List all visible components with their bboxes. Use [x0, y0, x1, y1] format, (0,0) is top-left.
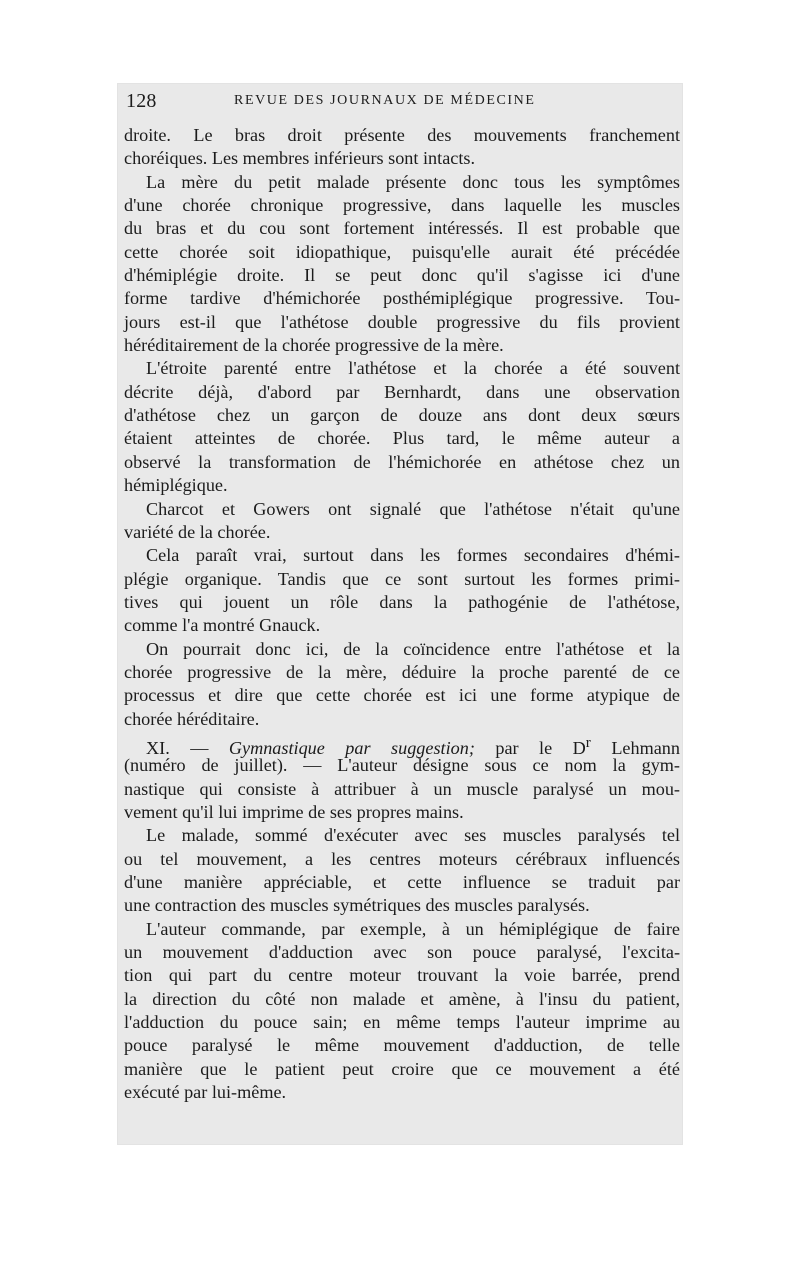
text-line: d'une chorée chronique progressive, dans laquelle les muscles	[124, 195, 680, 216]
text-line: Charcot et Gowers ont signalé que l'athétose n'était qu'une	[146, 498, 680, 519]
text-line: (numéro de juillet). — L'auteur désigne sous ce nom la gym-	[124, 755, 680, 776]
text-line: tives qui jouent un rôle dans la pathogénie de l'athétose,	[124, 591, 680, 612]
author-prefix: par le D	[495, 738, 586, 758]
text-line: plégie organique. Tandis que ce sont surtout les formes primi-	[124, 568, 680, 589]
text-line: forme tardive d'hémichorée posthémiplégique progressive. Tou-	[124, 288, 680, 309]
text-line: jours est-il que l'athétose double progressive du fils provient	[124, 311, 680, 332]
text-line: manière que le patient peut croire que ce mouvement a été	[124, 1058, 680, 1079]
section-number: XI. —	[146, 738, 209, 758]
text-line: Cela paraît vrai, surtout dans les formes secondaires d'hémi-	[146, 545, 680, 566]
text-line: une contraction des muscles symétriques des muscles paralysés.	[124, 895, 590, 916]
page-number: 128	[126, 90, 157, 112]
text-line: du bras et du cou sont fortement intéressés. Il est probable que	[124, 218, 680, 239]
page-header	[126, 90, 678, 118]
author-title-sup: r	[585, 733, 591, 751]
text-line: héréditairement de la chorée progressive de la mère.	[124, 335, 504, 356]
text-line: variété de la chorée.	[124, 521, 271, 542]
text-line: ou tel mouvement, a les centres moteurs cérébraux influencés	[124, 848, 680, 869]
text-line: un mouvement d'adduction avec son pouce paralysé, l'excita-	[124, 942, 680, 963]
text-line: pouce paralysé le même mouvement d'adduction, de telle	[124, 1035, 680, 1056]
text-line: exécuté par lui-même.	[124, 1082, 287, 1103]
text-line: chorée progressive de la mère, déduire la proche parenté de ce	[124, 661, 680, 682]
text-line: décrite déjà, d'abord par Bernhardt, dans une observation	[124, 381, 680, 402]
section-title: Gymnastique par suggestion;	[228, 738, 475, 758]
text-line: L'étroite parenté entre l'athétose et la chorée a été souvent	[146, 358, 680, 379]
text-line: vement qu'il lui imprime de ses propres mains.	[124, 801, 464, 822]
text-line: chorée héréditaire.	[124, 708, 260, 729]
text-line: d'une manière appréciable, et cette influence se traduit par	[124, 872, 680, 892]
text-line: la direction du côté non malade et amène, à l'insu du patient,	[124, 988, 680, 1009]
text-line: d'hémiplégie droite. Il se peut donc qu'il s'agisse ici d'une	[124, 265, 680, 286]
text-line: Le malade, sommé d'exécuter avec ses muscles paralysés tel	[146, 825, 680, 846]
text-line: comme l'a montré Gnauck.	[124, 615, 321, 636]
text-line: L'auteur commande, par exemple, à un hémiplégique de faire	[146, 918, 680, 939]
text-line: La mère du petit malade présente donc tous les symptômes	[146, 171, 680, 192]
author-name: Lehmann	[611, 738, 680, 758]
section-heading-xi	[124, 731, 680, 758]
text-line: hémiplégique.	[124, 475, 228, 496]
book-page	[118, 84, 682, 1144]
text-line: tion qui part du centre moteur trouvant la voie barrée, prend	[124, 965, 680, 986]
text-line: d'athétose chez un garçon de douze ans dont deux sœurs	[124, 405, 680, 426]
text-line: l'adduction du pouce sain; en même temps l'auteur imprime au	[124, 1012, 680, 1033]
running-title: REVUE DES JOURNAUX DE MÉDECINE	[234, 93, 536, 108]
text-line: On pourrait donc ici, de la coïncidence entre l'athétose et la	[146, 638, 680, 659]
text-line: droite. Le bras droit présente des mouvements franchement	[124, 125, 680, 145]
body-text	[124, 124, 680, 1104]
text-line: étaient atteintes de chorée. Plus tard, le même auteur a	[124, 428, 680, 449]
text-line: choréiques. Les membres inférieurs sont intacts.	[124, 148, 476, 169]
text-line: nastique qui consiste à attribuer à un muscle paralysé un mou-	[124, 778, 680, 799]
text-line: observé la transformation de l'hémichorée en athétose chez un	[124, 451, 680, 472]
text-line: cette chorée soit idiopathique, puisqu'elle aurait été précédée	[124, 241, 680, 262]
text-line: processus et dire que cette chorée est ici une forme atypique de	[124, 685, 680, 706]
